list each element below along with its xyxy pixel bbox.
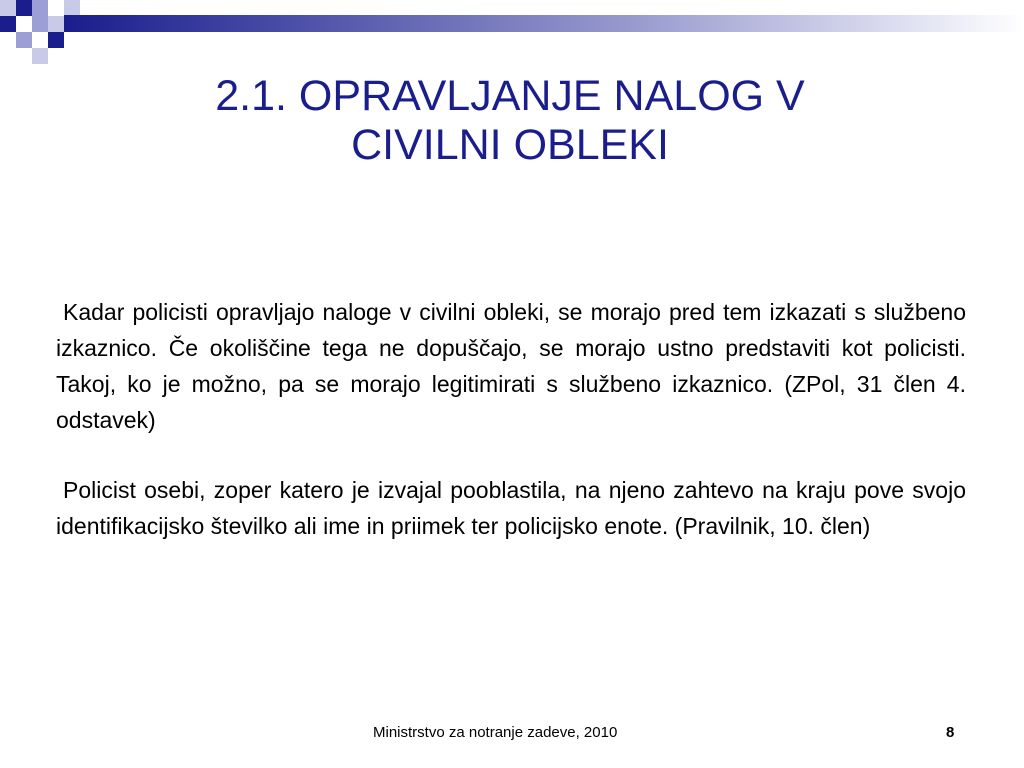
decor-square bbox=[16, 0, 32, 16]
slide-title-line: 2.1. OPRAVLJANJE NALOG V bbox=[215, 72, 805, 120]
slide-footer bbox=[0, 724, 1024, 748]
decor-square bbox=[32, 0, 48, 16]
header-gradient-band bbox=[64, 15, 1024, 32]
slide-title-line: CIVILNI OBLEKI bbox=[351, 121, 669, 170]
decor-square bbox=[48, 16, 64, 32]
decor-square bbox=[32, 16, 48, 32]
paragraph: Kadar policisti opravljajo naloge v civilni obleki, se morajo pred tem izkazati s službeno izkaznico. Če okoliščine tega ne dopuščajo, se morajo ustno predstaviti kot policisti. Takoj, ko je možno, pa se morajo legitimirati s službeno izkaznico. (ZPol, 31 člen 4. odstavek) bbox=[56, 299, 966, 433]
slide-body bbox=[56, 294, 966, 578]
slide-title bbox=[80, 72, 940, 171]
decor-square bbox=[0, 16, 16, 32]
decor-square bbox=[0, 0, 16, 16]
decor-square bbox=[16, 32, 32, 48]
decor-square bbox=[48, 32, 64, 48]
paragraph: Policist osebi, zoper katero je izvajal pooblastila, na njeno zahtevo na kraju pove svojo identifikacijsko številko ali ime in priimek ter policijsko enote. (Pravilnik, 10. člen) bbox=[56, 477, 966, 539]
page-number: 8 bbox=[946, 724, 955, 741]
decor-square bbox=[32, 48, 48, 64]
decor-square bbox=[64, 0, 80, 16]
footer-text: Ministrstvo za notranje zadeve, 2010 bbox=[373, 724, 618, 741]
